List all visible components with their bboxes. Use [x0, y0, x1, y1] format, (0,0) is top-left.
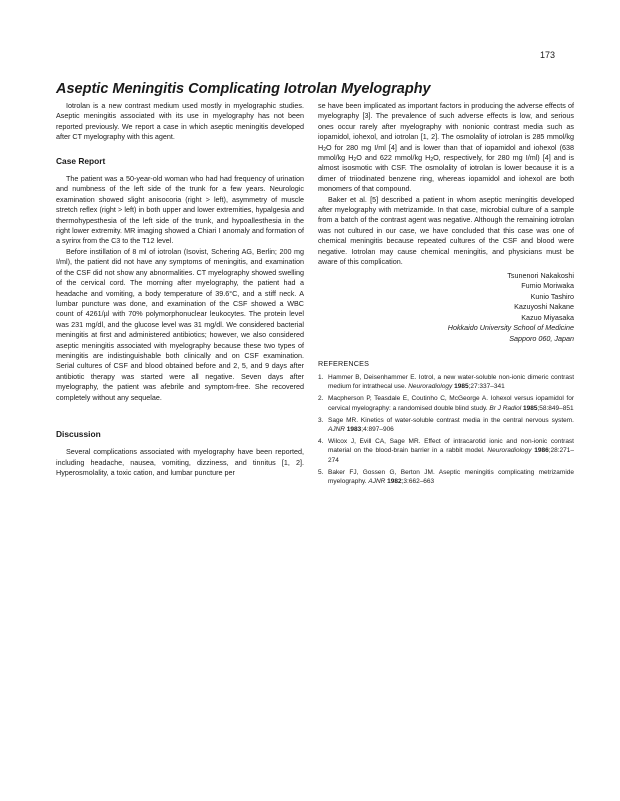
article-title: Aseptic Meningitis Complicating Iotrolan Myelography	[56, 81, 431, 97]
reference-list	[318, 373, 574, 486]
author: Fumio Moriwaka	[521, 281, 574, 291]
author: Tsunenori Nakakoshi	[507, 270, 574, 280]
affiliation-city: Sapporo 060, Japan	[509, 334, 574, 344]
case-report-heading: Case Report	[56, 155, 106, 166]
reference-item: 3. Sage MR. Kinetics of water-soluble contrast media in the central nervous system. AJNR 1983;4:897–906	[318, 416, 574, 434]
reference-item: 2. Macpherson P, Teasdale E, Coutinho C, McGeorge A. Iohexol versus iopamidol for cervical myelography: a randomised double blind study. Br J Radiol 1985;58:849–851	[318, 395, 574, 412]
reference-item: 4. Wilcox J, Evill CA, Sage MR. Effect of intracarotid ionic and non-ionic contrast material on the blood-brain barrier in a rabbit model. Neuroradiology 1986;28:271–274	[318, 438, 574, 464]
discussion-heading: Discussion	[56, 428, 101, 439]
case-report-paragraph-1: The patient was a 50-year-old woman who had had frequency of urination and numbness of the left side of the trunk for a few years. Neurologic examination showed slight anisocoria (right > left), asymmetry of muscle stretch reflex (right > left) in both upper and lower extremities, hypalgesia and thermohypesthesia of the left side of the trunk, and hypoallesthesia in the right lower extremity. MR imaging showed a Chiari I anomaly and formation of a syrinx from the C3 to the T12 level.	[56, 174, 304, 246]
discussion-paragraph-2: Baker et al. [5] described a patient in whom aseptic meningitis developed after myelography with metrizamide. In that case, microbial culture of a sample from a batch of the contrast agent was negative. Although the remaining iotrolan was not cultured in our case, we have concluded that this case was one of chemical meningitis because repeated cultures of the CSF and blood were negative. Iotrolan may cause chemical meningitis, and physicians must be aware of this complication.	[318, 194, 574, 267]
author: Kunio Tashiro	[530, 291, 574, 301]
references-heading: REFERENCES	[318, 358, 370, 368]
discussion-paragraph-1: Several complications associated with myelography have been reported, including headache, nausea, vomiting, dizziness, and tinnitus [1, 2]. Hyperosmolality, a toxic cation, and lumbar puncture per	[56, 447, 304, 478]
reference-item: 1. Hammer B, Deisenhammer E. Iotrol, a new water-soluble non-ionic dimeric contrast medium for intrathecal use. Neuroradiology 1985;27:337–341	[318, 374, 574, 391]
affiliation: Hokkaido University School of Medicine	[447, 323, 574, 333]
left-column	[56, 101, 304, 479]
discussion-paragraph-1-continued: se have been implicated as important factors in producing the adverse effects of myelography [3]. The prevalence of such adverse effects is low, and serious ones occur rarely after myelography with nonionic contrast media such as iopamidol, iohexol, and iotrolan [1, 2]. The osmolality of iotrolan is 285 mmol/kg $H_2O$ for 280 mg I/ml [4] and is lower than that of iopamidol and iohexol (638 mmol/kg $H_2O$ and 622 mmol/kg $H_2O$, respectively, for 280 mg I/ml) [4] and is almost isosmotic with CSF. The osmolality of iotrolan is lower because it is a dimer of triiodinated benzene ring, whereas iopamidol and iohexol are both monomers of that compound.	[318, 101, 574, 194]
author: Kazuyoshi Nakane	[514, 302, 574, 312]
author: Kazuo Miyasaka	[521, 312, 574, 322]
abstract: Iotrolan is a new contrast medium used mostly in myelographic studies. Aseptic meningitis associated with its use in myelography has not been reported previously. We report a case in which aseptic meningitis developed after CT myelography with this agent.	[56, 101, 304, 142]
author-block	[318, 271, 574, 345]
case-report-paragraph-2: Before instillation of 8 ml of iotrolan (Isovist, Schering AG, Berlin; 200 mg I/ml), the patient did not have any symptoms of meningitis, and examination of the CSF did not show any abnormalities. CT myelography showed swelling of the cervical cord. The morning after myelography, the patient had a headache and vomiting, a body temperature of 39.6°C, and a stiff neck. A lumbar puncture was done, and examination of the CSF showed a WBC count of 4261/µl with 70% polymorphonuclear leukocytes. The protein level was 231 mg/dl, and the glucose level was 31 mg/dl. We considered bacterial meningitis at first and administered antibiotics; however, we also considered aseptic meningitis associated with myelography because these two types of meningitis are indistinguishable both clinically and on CSF examination. Serial cultures of CSF and blood obtained before and 2, 5, and 9 days after antibiotic therapy was started were all negative. Seven days after myelography, the patient was afebrile and symptom-free. She recovered completely without any sequelae.	[56, 246, 304, 402]
reference-item: 5. Baker FJ, Gossen G, Berton JM. Aseptic meningitis complicating metrizamide myelography. AJNR 1982;3:662–663	[318, 468, 574, 486]
right-column	[318, 101, 574, 489]
page-number: 173	[540, 50, 556, 60]
